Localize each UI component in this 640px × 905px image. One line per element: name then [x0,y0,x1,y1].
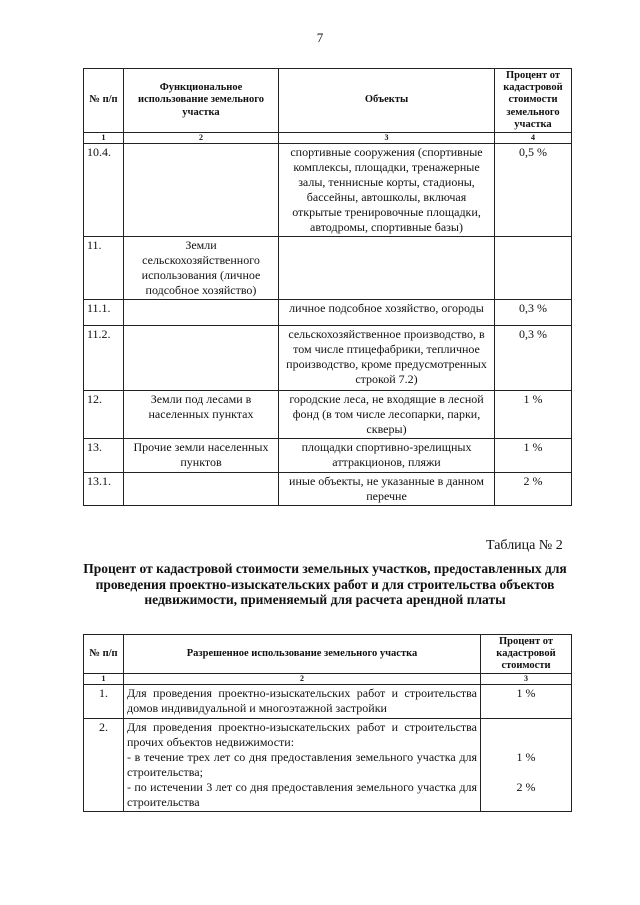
row-use [124,473,279,506]
row-percent-sub1: 1 % [516,750,536,765]
row-num: 13. [84,439,124,473]
table-row [84,391,572,439]
row-percent: 2 % [495,473,572,506]
row-percent [495,237,572,300]
row-num: 11.2. [84,326,124,391]
header-objects: Объекты [279,69,495,133]
table-2-label: Таблица № 2 [486,538,563,553]
index-cell: 1 [84,674,124,685]
row-num: 11.1. [84,300,124,326]
row-use-sub2: - по истечении 3 лет со дня предоставления земельного участка для строительства [127,780,477,810]
table-row [84,300,572,326]
header-percent: Процент от кадастровой стоимости земельного участка [495,69,572,133]
row-use [124,144,279,237]
index-cell: 2 [124,133,279,144]
row-num: 13.1. [84,473,124,506]
table-2-title: Процент от кадастровой стоимости земельных участков, предоставленных для проведения проектно-изыскательских работ и для строительства объектов недвижимости, применяемый для расчета арендной платы [83,561,567,608]
row-percent: 1 % [495,391,572,439]
row-objects: городские леса, не входящие в лесной фонд (в том числе лесопарки, парки, скверы) [279,391,495,439]
row-use-intro: Для проведения проектно-изыскательских работ и строительства прочих объектов недвижимости: [127,720,477,750]
table-row [84,685,572,719]
table-1 [83,68,572,506]
index-cell: 1 [84,133,124,144]
table-row [84,326,572,391]
page-number: 7 [316,30,324,45]
row-objects: иные объекты, не указанные в данном перечне [279,473,495,506]
index-cell: 3 [279,133,495,144]
row-num: 11. [84,237,124,300]
header-use: Функциональное использование земельного участка [124,69,279,133]
row-percent: 0,3 % [495,326,572,391]
row-percent: 1 % [481,685,572,719]
row-percent-sub2: 2 % [516,780,536,795]
row-use: Земли сельскохозяйственного использования (личное подсобное хозяйство) [124,237,279,300]
row-num: 2. [84,719,124,812]
header-percent: Процент от кадастровой стоимости [481,635,572,674]
table-row [84,473,572,506]
row-objects: личное подсобное хозяйство, огороды [279,300,495,326]
table-row [84,719,572,812]
row-use: Для проведения проектно-изыскательских работ и строительства домов индивидуальной и многоэтажной застройки [124,685,481,719]
table-row [84,237,572,300]
row-percent [481,719,572,812]
row-num: 1. [84,685,124,719]
table-row [84,144,572,237]
row-use [124,326,279,391]
index-cell: 2 [124,674,481,685]
row-num: 10.4. [84,144,124,237]
row-use [124,719,481,812]
row-percent: 0,3 % [495,300,572,326]
header-num: № п/п [84,635,124,674]
header-use: Разрешенное использование земельного участка [124,635,481,674]
row-objects: сельскохозяйственное производство, в том числе птицефабрики, тепличное производство, кроме предусмотренных строкой 7.2) [279,326,495,391]
index-cell: 3 [481,674,572,685]
row-use [124,300,279,326]
table-row [84,439,572,473]
row-objects [279,237,495,300]
row-objects: спортивные сооружения (спортивные комплексы, площадки, тренажерные залы, теннисные корты, стадионы, бассейны, автошколы, включая открытые тренировочные площадки, автодромы, спортивные базы) [279,144,495,237]
table-2 [83,634,572,812]
row-use: Земли под лесами в населенных пунктах [124,391,279,439]
row-num: 12. [84,391,124,439]
row-percent: 1 % [495,439,572,473]
row-use-sub1: - в течение трех лет со дня предоставления земельного участка для строительства; [127,750,477,780]
header-num: № п/п [84,69,124,133]
row-use: Прочие земли населенных пунктов [124,439,279,473]
index-cell: 4 [495,133,572,144]
row-objects: площадки спортивно-зрелищных аттракционов, пляжи [279,439,495,473]
row-percent: 0,5 % [495,144,572,237]
